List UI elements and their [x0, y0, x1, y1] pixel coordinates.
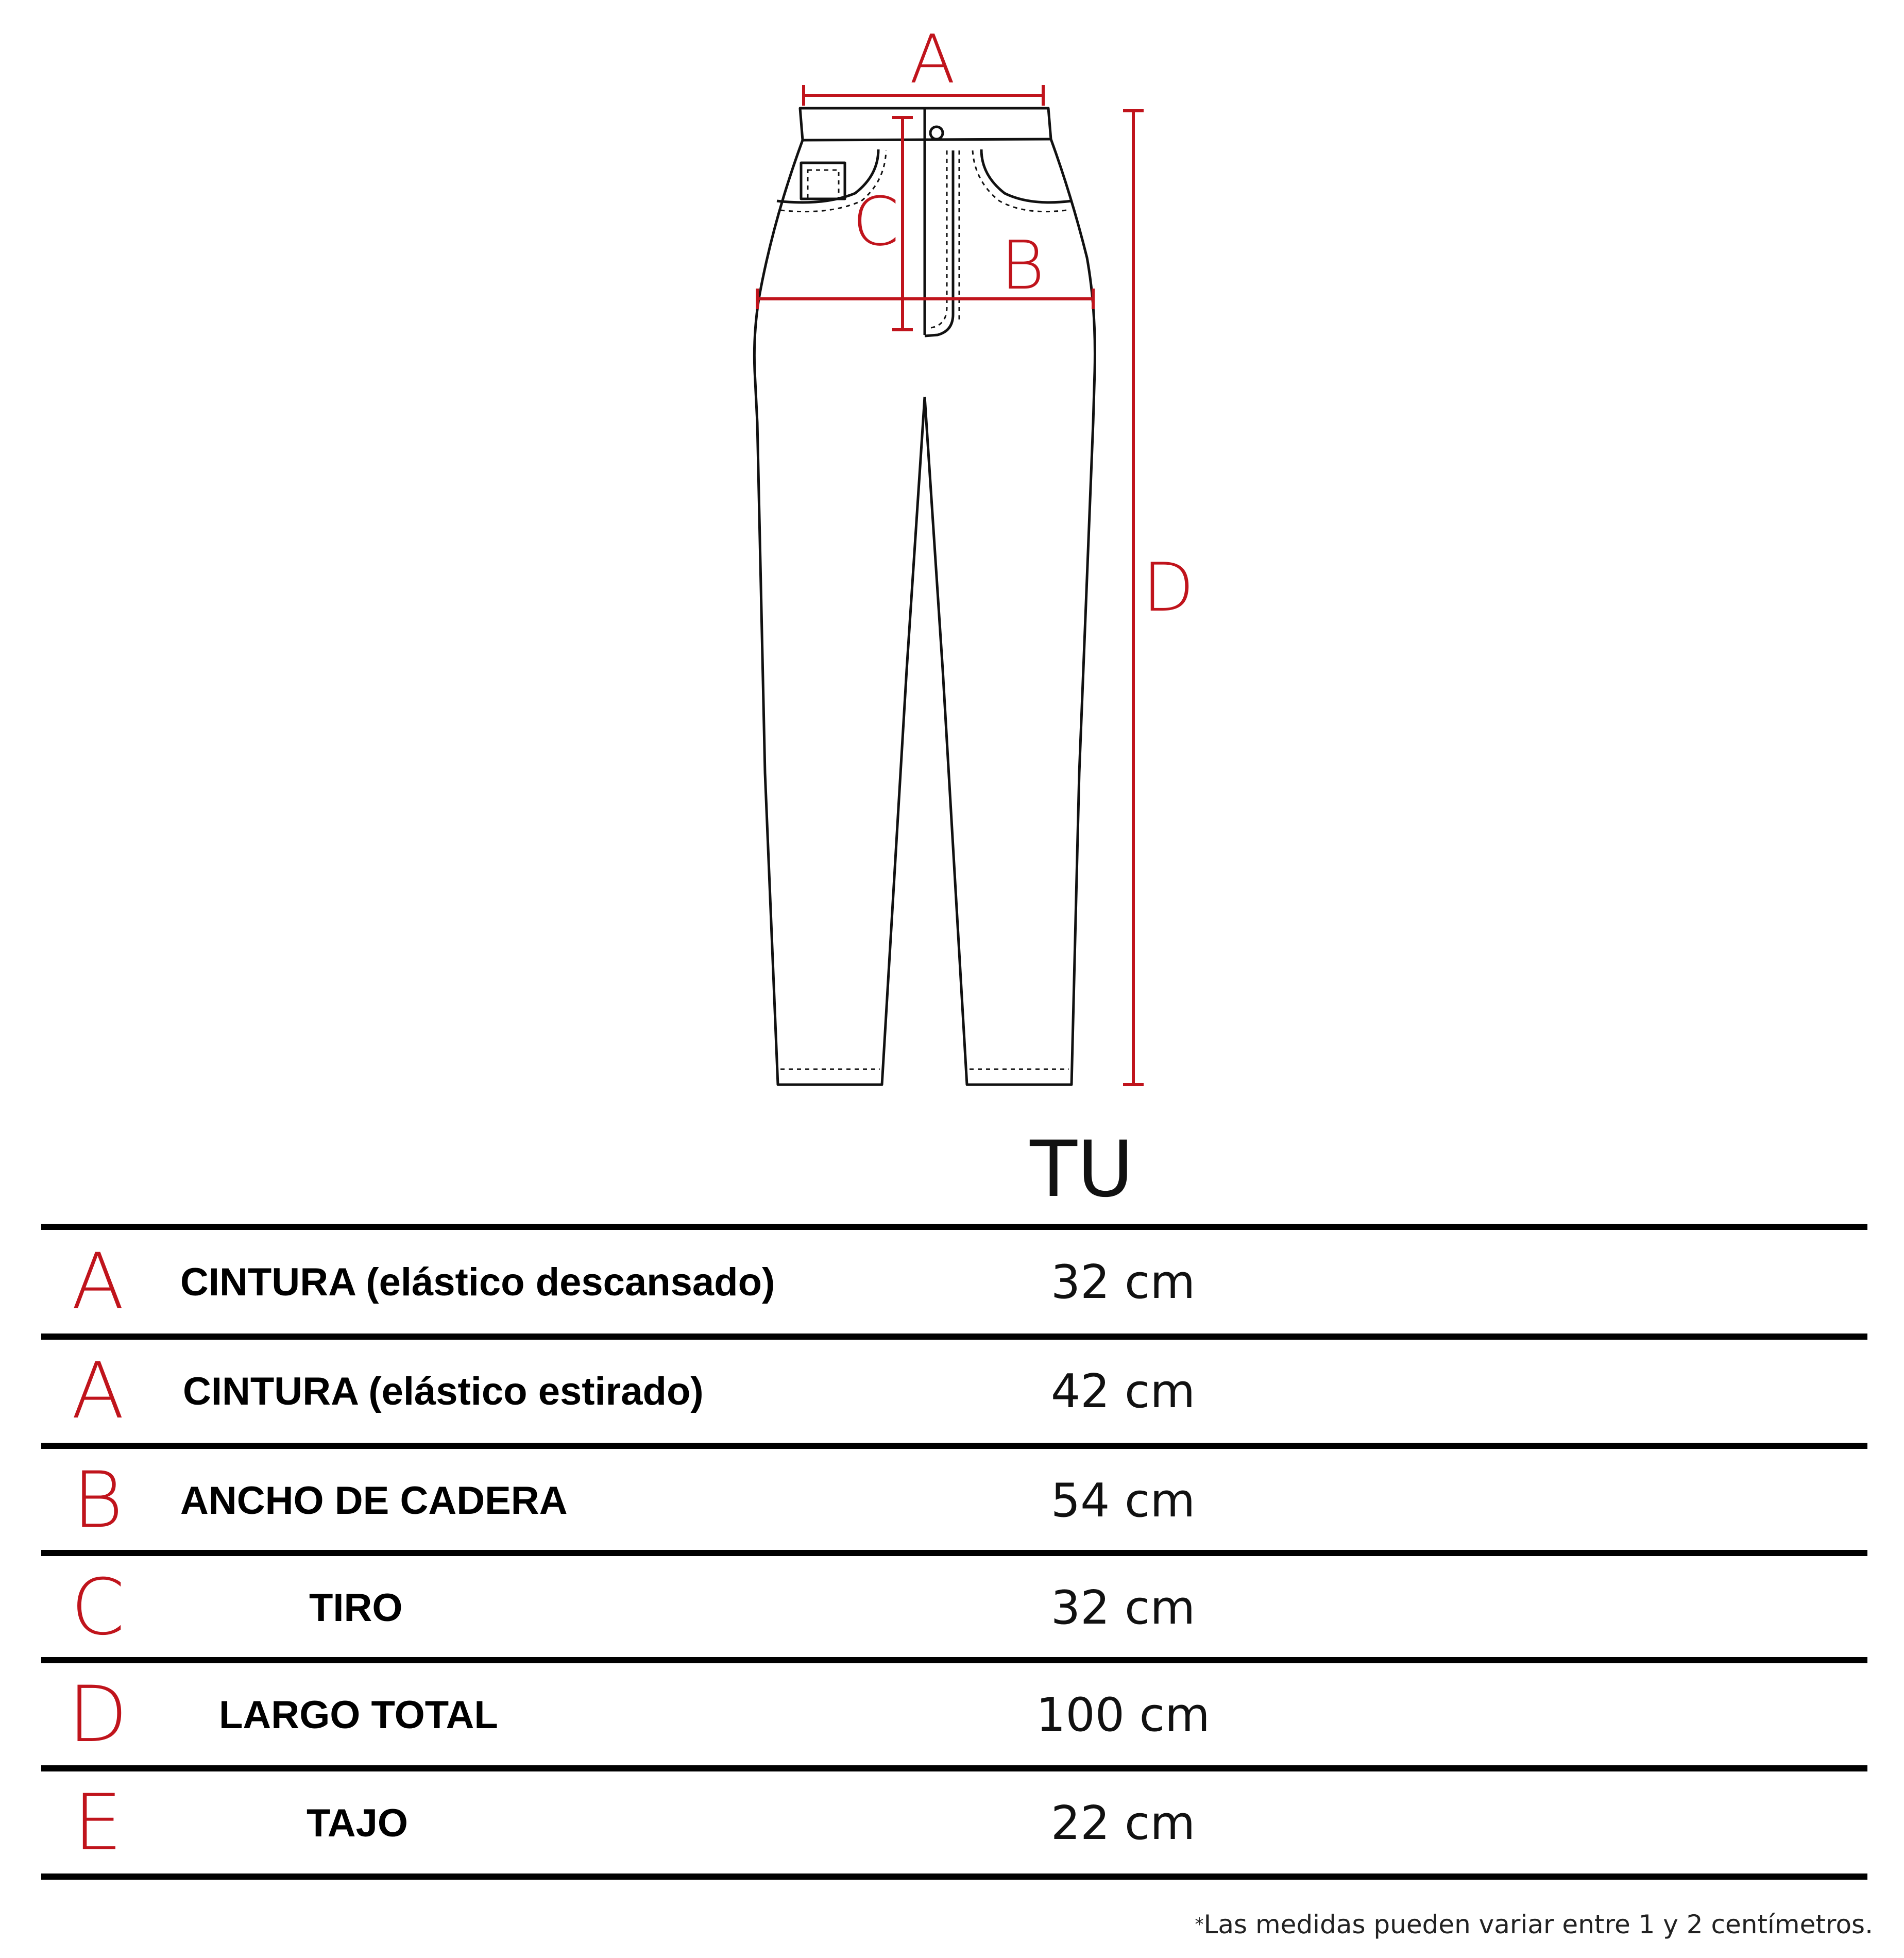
row-label: CINTURA (elástico descansado)	[180, 1260, 775, 1304]
label-b: B	[1000, 226, 1045, 305]
row-letter: D	[68, 1670, 128, 1760]
table-divider	[41, 1765, 1867, 1771]
table-divider	[41, 1224, 1867, 1230]
footnote-text: Las medidas pueden variar entre 1 y 2 centímetros.	[1203, 1910, 1873, 1939]
row-label: CINTURA (elástico estirado)	[183, 1369, 704, 1413]
row-value: 42 cm	[1050, 1364, 1196, 1419]
label-d: D	[1142, 548, 1195, 627]
table-divider	[41, 1657, 1867, 1663]
row-value: 54 cm	[1050, 1473, 1196, 1528]
footnote	[1195, 1904, 1873, 1945]
row-letter: A	[71, 1346, 125, 1436]
table-row	[41, 1664, 1867, 1765]
table-divider	[41, 1550, 1867, 1556]
row-letter: B	[72, 1456, 124, 1545]
table-row	[41, 1773, 1867, 1873]
row-value: 100 cm	[1036, 1687, 1210, 1742]
footnote-asterisk: *	[1195, 1914, 1204, 1935]
label-c: C	[852, 182, 899, 261]
row-value: 32 cm	[1050, 1255, 1196, 1309]
row-label: TAJO	[307, 1801, 409, 1845]
table-row	[41, 1557, 1867, 1658]
table-row	[41, 1231, 1867, 1332]
table-row	[41, 1450, 1867, 1551]
table-divider	[41, 1334, 1867, 1340]
row-letter: A	[71, 1237, 125, 1327]
row-letter: E	[73, 1778, 123, 1868]
row-label: ANCHO DE CADERA	[180, 1478, 568, 1523]
table-row	[41, 1341, 1867, 1442]
table-divider	[41, 1443, 1867, 1449]
row-label: LARGO TOTAL	[219, 1693, 498, 1737]
row-value: 32 cm	[1050, 1580, 1196, 1635]
row-label: TIRO	[309, 1585, 403, 1630]
row-letter: C	[71, 1563, 125, 1652]
label-a: A	[909, 20, 956, 98]
row-value: 22 cm	[1050, 1796, 1196, 1850]
size-header: TU	[1030, 1125, 1134, 1214]
table-divider	[41, 1873, 1867, 1880]
